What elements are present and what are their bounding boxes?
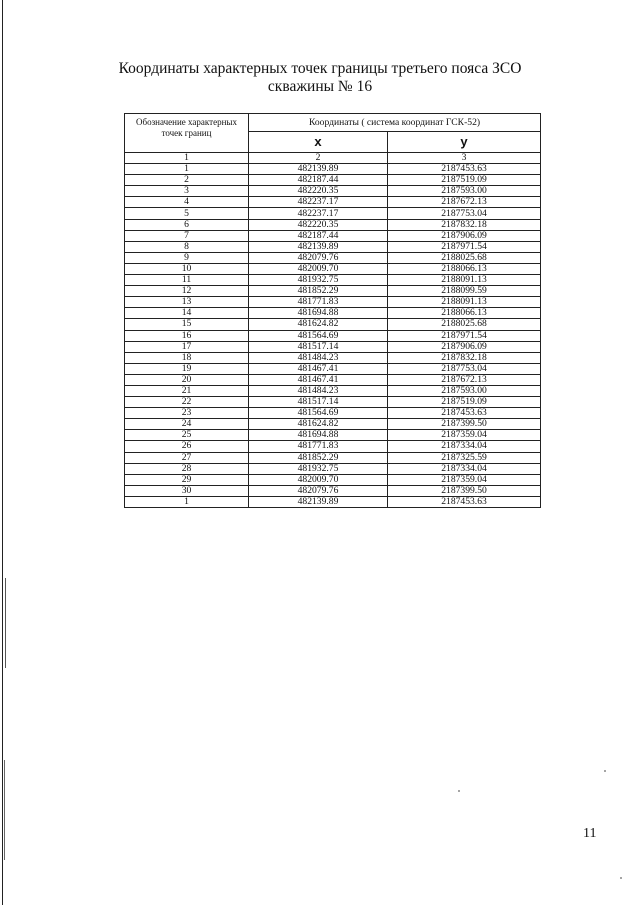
page-number: 11 bbox=[583, 826, 597, 841]
table-row bbox=[125, 385, 541, 396]
column-number-2: 2 bbox=[249, 153, 388, 164]
column-number-3: 3 bbox=[388, 153, 541, 164]
point-number-cell: 23 bbox=[125, 408, 249, 419]
coordinates-table-body bbox=[125, 164, 541, 508]
table-row bbox=[125, 230, 541, 241]
point-number-cell: 8 bbox=[125, 241, 249, 252]
x-coordinate-cell: 482139.89 bbox=[249, 164, 388, 175]
column-number-1: 1 bbox=[125, 153, 249, 164]
point-number-cell: 26 bbox=[125, 441, 249, 452]
x-coordinate-cell: 481932.75 bbox=[249, 275, 388, 286]
point-number-cell: 28 bbox=[125, 463, 249, 474]
y-coordinate-cell: 2187672.13 bbox=[388, 197, 541, 208]
table-row bbox=[125, 352, 541, 363]
y-coordinate-cell: 2188066.13 bbox=[388, 308, 541, 319]
y-coordinate-cell: 2187399.50 bbox=[388, 419, 541, 430]
point-number-cell: 22 bbox=[125, 397, 249, 408]
point-number-cell: 15 bbox=[125, 319, 249, 330]
table-row bbox=[125, 397, 541, 408]
x-coordinate-cell: 481484.23 bbox=[249, 385, 388, 396]
x-coordinate-cell: 482237.17 bbox=[249, 197, 388, 208]
y-coordinate-cell: 2187453.63 bbox=[388, 496, 541, 507]
table-row bbox=[125, 463, 541, 474]
table-row bbox=[125, 363, 541, 374]
point-number-cell: 3 bbox=[125, 186, 249, 197]
y-coordinate-cell: 2187832.18 bbox=[388, 352, 541, 363]
x-coordinate-cell: 482187.44 bbox=[249, 230, 388, 241]
x-coordinate-cell: 482220.35 bbox=[249, 219, 388, 230]
x-coordinate-cell: 482237.17 bbox=[249, 208, 388, 219]
point-number-cell: 2 bbox=[125, 175, 249, 186]
y-coordinate-cell: 2187399.50 bbox=[388, 485, 541, 496]
x-coordinate-cell: 482187.44 bbox=[249, 175, 388, 186]
header-y: y bbox=[388, 132, 541, 153]
y-coordinate-cell: 2188091.13 bbox=[388, 275, 541, 286]
point-number-cell: 17 bbox=[125, 341, 249, 352]
y-coordinate-cell: 2188091.13 bbox=[388, 297, 541, 308]
table-row bbox=[125, 419, 541, 430]
y-coordinate-cell: 2187334.04 bbox=[388, 463, 541, 474]
x-coordinate-cell: 481517.14 bbox=[249, 341, 388, 352]
scan-speck bbox=[620, 877, 622, 879]
x-coordinate-cell: 481517.14 bbox=[249, 397, 388, 408]
table-row bbox=[125, 452, 541, 463]
table-row bbox=[125, 175, 541, 186]
point-number-cell: 7 bbox=[125, 230, 249, 241]
point-number-cell: 21 bbox=[125, 385, 249, 396]
header-point-designation: Обозначение характерных точек границ bbox=[125, 114, 249, 153]
point-number-cell: 9 bbox=[125, 252, 249, 263]
y-coordinate-cell: 2187334.04 bbox=[388, 441, 541, 452]
table-row bbox=[125, 496, 541, 507]
y-coordinate-cell: 2187359.04 bbox=[388, 430, 541, 441]
y-coordinate-cell: 2188025.68 bbox=[388, 252, 541, 263]
y-coordinate-cell: 2187593.00 bbox=[388, 385, 541, 396]
table-row bbox=[125, 374, 541, 385]
x-coordinate-cell: 482220.35 bbox=[249, 186, 388, 197]
point-number-cell: 4 bbox=[125, 197, 249, 208]
point-number-cell: 29 bbox=[125, 474, 249, 485]
table-row bbox=[125, 319, 541, 330]
y-coordinate-cell: 2187359.04 bbox=[388, 474, 541, 485]
x-coordinate-cell: 481694.88 bbox=[249, 308, 388, 319]
coordinates-table bbox=[124, 113, 541, 508]
table-row bbox=[125, 197, 541, 208]
table-row bbox=[125, 263, 541, 274]
x-coordinate-cell: 482009.70 bbox=[249, 263, 388, 274]
table-row bbox=[125, 208, 541, 219]
x-coordinate-cell: 481467.41 bbox=[249, 374, 388, 385]
y-coordinate-cell: 2187971.54 bbox=[388, 241, 541, 252]
table-row bbox=[125, 219, 541, 230]
column-number-row bbox=[125, 153, 541, 164]
y-coordinate-cell: 2187593.00 bbox=[388, 186, 541, 197]
table-row bbox=[125, 164, 541, 175]
point-number-cell: 16 bbox=[125, 330, 249, 341]
table-row bbox=[125, 252, 541, 263]
scan-speck bbox=[458, 790, 460, 792]
point-number-cell: 1 bbox=[125, 164, 249, 175]
title-line-2: скважины № 16 bbox=[267, 78, 373, 95]
x-coordinate-cell: 481771.83 bbox=[249, 441, 388, 452]
table-row bbox=[125, 441, 541, 452]
y-coordinate-cell: 2187906.09 bbox=[388, 230, 541, 241]
table-row bbox=[125, 341, 541, 352]
y-coordinate-cell: 2188066.13 bbox=[388, 263, 541, 274]
header-coordinates: Координаты ( система координат ГСК-52) bbox=[249, 114, 541, 132]
point-number-cell: 25 bbox=[125, 430, 249, 441]
x-coordinate-cell: 481694.88 bbox=[249, 430, 388, 441]
y-coordinate-cell: 2187519.09 bbox=[388, 175, 541, 186]
y-coordinate-cell: 2187753.04 bbox=[388, 208, 541, 219]
title-line-1: Координаты характерных точек границы третьего пояса ЗСО bbox=[118, 60, 522, 77]
point-number-cell: 27 bbox=[125, 452, 249, 463]
y-coordinate-cell: 2188099.59 bbox=[388, 286, 541, 297]
y-coordinate-cell: 2187453.63 bbox=[388, 164, 541, 175]
scan-edge-artifact bbox=[5, 578, 6, 668]
point-number-cell: 14 bbox=[125, 308, 249, 319]
y-coordinate-cell: 2187832.18 bbox=[388, 219, 541, 230]
point-number-cell: 13 bbox=[125, 297, 249, 308]
y-coordinate-cell: 2187971.54 bbox=[388, 330, 541, 341]
point-number-cell: 5 bbox=[125, 208, 249, 219]
y-coordinate-cell: 2188025.68 bbox=[388, 319, 541, 330]
x-coordinate-cell: 481564.69 bbox=[249, 330, 388, 341]
x-coordinate-cell: 481624.82 bbox=[249, 419, 388, 430]
y-coordinate-cell: 2187753.04 bbox=[388, 363, 541, 374]
point-number-cell: 24 bbox=[125, 419, 249, 430]
point-number-cell: 6 bbox=[125, 219, 249, 230]
point-number-cell: 18 bbox=[125, 352, 249, 363]
table-row bbox=[125, 330, 541, 341]
x-coordinate-cell: 481564.69 bbox=[249, 408, 388, 419]
table-row bbox=[125, 485, 541, 496]
point-number-cell: 19 bbox=[125, 363, 249, 374]
table-row bbox=[125, 308, 541, 319]
table-row bbox=[125, 297, 541, 308]
x-coordinate-cell: 481467.41 bbox=[249, 363, 388, 374]
header-x: x bbox=[249, 132, 388, 153]
table-row bbox=[125, 474, 541, 485]
table-row bbox=[125, 430, 541, 441]
table-row bbox=[125, 275, 541, 286]
y-coordinate-cell: 2187519.09 bbox=[388, 397, 541, 408]
y-coordinate-cell: 2187906.09 bbox=[388, 341, 541, 352]
scan-left-edge bbox=[2, 0, 3, 905]
table-row bbox=[125, 286, 541, 297]
x-coordinate-cell: 482009.70 bbox=[249, 474, 388, 485]
point-number-cell: 20 bbox=[125, 374, 249, 385]
point-number-cell: 1 bbox=[125, 496, 249, 507]
point-number-cell: 10 bbox=[125, 263, 249, 274]
x-coordinate-cell: 482079.76 bbox=[249, 485, 388, 496]
point-number-cell: 30 bbox=[125, 485, 249, 496]
x-coordinate-cell: 481624.82 bbox=[249, 319, 388, 330]
point-number-cell: 11 bbox=[125, 275, 249, 286]
table-row bbox=[125, 241, 541, 252]
x-coordinate-cell: 481852.29 bbox=[249, 452, 388, 463]
point-number-cell: 12 bbox=[125, 286, 249, 297]
scan-edge-artifact bbox=[4, 760, 5, 860]
x-coordinate-cell: 482139.89 bbox=[249, 241, 388, 252]
x-coordinate-cell: 482079.76 bbox=[249, 252, 388, 263]
x-coordinate-cell: 481771.83 bbox=[249, 297, 388, 308]
y-coordinate-cell: 2187453.63 bbox=[388, 408, 541, 419]
x-coordinate-cell: 481932.75 bbox=[249, 463, 388, 474]
x-coordinate-cell: 481852.29 bbox=[249, 286, 388, 297]
table-row bbox=[125, 186, 541, 197]
y-coordinate-cell: 2187672.13 bbox=[388, 374, 541, 385]
x-coordinate-cell: 481484.23 bbox=[249, 352, 388, 363]
y-coordinate-cell: 2187325.59 bbox=[388, 452, 541, 463]
document-title bbox=[60, 60, 580, 96]
scan-speck bbox=[604, 770, 606, 772]
x-coordinate-cell: 482139.89 bbox=[249, 496, 388, 507]
table-row bbox=[125, 408, 541, 419]
